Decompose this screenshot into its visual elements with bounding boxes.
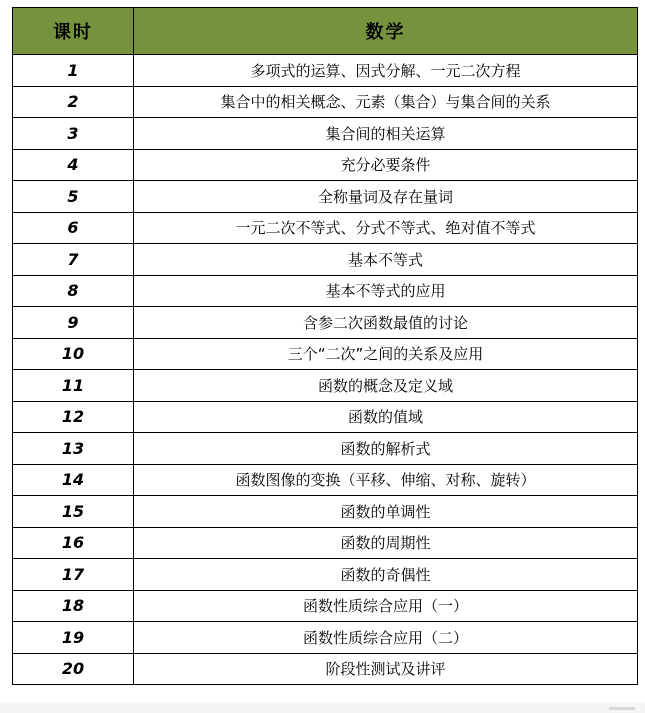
table-row [13, 118, 638, 150]
course-schedule-table [12, 7, 638, 685]
lesson-topic: 函数的概念及定义域 [134, 370, 638, 402]
table-row [13, 307, 638, 339]
lesson-number: 17 [13, 559, 134, 591]
table-row [13, 181, 638, 213]
table-row [13, 559, 638, 591]
lesson-number: 19 [13, 622, 134, 654]
table-row [13, 212, 638, 244]
lesson-topic: 三个“二次”之间的关系及应用 [134, 338, 638, 370]
lesson-topic: 集合间的相关运算 [134, 118, 638, 150]
bottom-scroll-strip [0, 703, 645, 713]
lesson-topic: 含参二次函数最值的讨论 [134, 307, 638, 339]
scrollbar-thumb[interactable] [609, 707, 635, 710]
table-header-row [13, 8, 638, 55]
lesson-number: 4 [13, 149, 134, 181]
lesson-number: 10 [13, 338, 134, 370]
lesson-number: 2 [13, 86, 134, 118]
lesson-number: 5 [13, 181, 134, 213]
lesson-topic: 函数图像的变换（平移、伸缩、对称、旋转） [134, 464, 638, 496]
lesson-topic: 函数性质综合应用（二） [134, 622, 638, 654]
table-row [13, 244, 638, 276]
lesson-number: 15 [13, 496, 134, 528]
header-lesson: 课时 [13, 8, 134, 55]
table-row [13, 527, 638, 559]
lesson-number: 20 [13, 653, 134, 685]
table-row [13, 622, 638, 654]
lesson-topic: 函数的解析式 [134, 433, 638, 465]
header-subject: 数学 [134, 8, 638, 55]
table-row [13, 275, 638, 307]
lesson-number: 3 [13, 118, 134, 150]
lesson-number: 1 [13, 55, 134, 87]
table-row [13, 55, 638, 87]
table-row [13, 433, 638, 465]
lesson-number: 6 [13, 212, 134, 244]
table-row [13, 496, 638, 528]
lesson-topic: 一元二次不等式、分式不等式、绝对值不等式 [134, 212, 638, 244]
lesson-topic: 函数的奇偶性 [134, 559, 638, 591]
lesson-number: 14 [13, 464, 134, 496]
table-row [13, 338, 638, 370]
table-row [13, 370, 638, 402]
lesson-topic: 阶段性测试及讲评 [134, 653, 638, 685]
lesson-topic: 全称量词及存在量词 [134, 181, 638, 213]
lesson-number: 9 [13, 307, 134, 339]
table-row [13, 401, 638, 433]
table-row [13, 86, 638, 118]
lesson-topic: 函数的周期性 [134, 527, 638, 559]
lesson-topic: 函数的单调性 [134, 496, 638, 528]
lesson-topic: 多项式的运算、因式分解、一元二次方程 [134, 55, 638, 87]
lesson-topic: 集合中的相关概念、元素（集合）与集合间的关系 [134, 86, 638, 118]
lesson-number: 12 [13, 401, 134, 433]
lesson-topic: 基本不等式的应用 [134, 275, 638, 307]
table-row [13, 149, 638, 181]
lesson-number: 18 [13, 590, 134, 622]
lesson-topic: 函数的值域 [134, 401, 638, 433]
schedule-table-container [12, 7, 637, 685]
lesson-number: 7 [13, 244, 134, 276]
lesson-number: 11 [13, 370, 134, 402]
table-row [13, 653, 638, 685]
lesson-topic: 基本不等式 [134, 244, 638, 276]
lesson-number: 13 [13, 433, 134, 465]
lesson-number: 8 [13, 275, 134, 307]
table-row [13, 590, 638, 622]
lesson-number: 16 [13, 527, 134, 559]
lesson-topic: 函数性质综合应用（一） [134, 590, 638, 622]
table-row [13, 464, 638, 496]
lesson-topic: 充分必要条件 [134, 149, 638, 181]
